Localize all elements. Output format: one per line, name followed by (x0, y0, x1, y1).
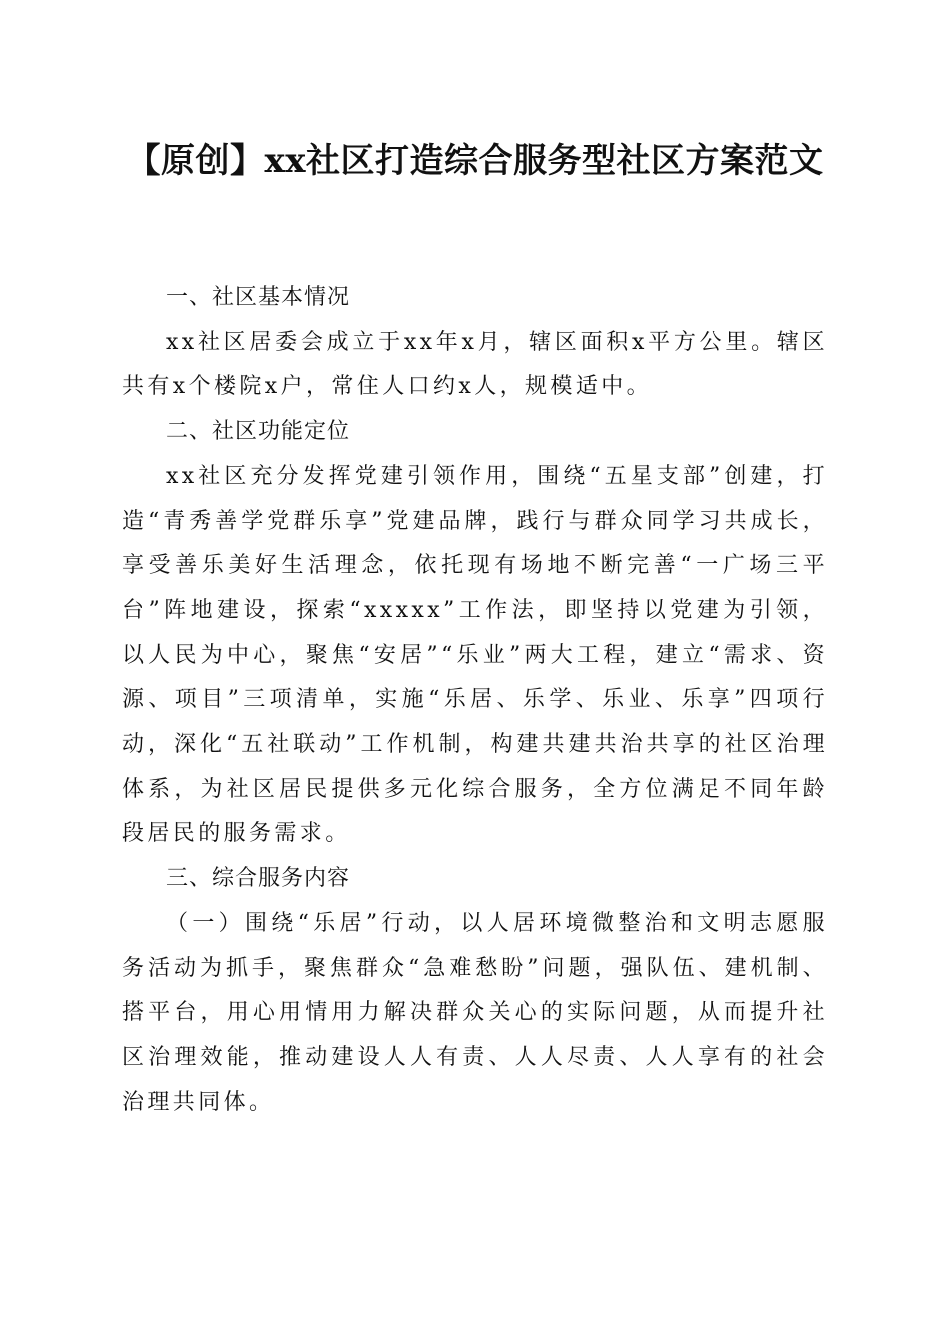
section-heading-2: 二、社区功能定位 (166, 419, 351, 445)
section-paragraph-3: （一）围绕“乐居”行动，以人居环境微整治和文明志愿服务活动为抓手，聚焦群众“急难愁盼”问题，强队伍、建机制、搭平台，用心用情用力解决群众关心的实际问题，从而提升社区治理效能，推动建设人人有责、人人尽责、人人享有的社会治理共同体。 (122, 910, 828, 1115)
section-heading-3: 三、综合服务内容 (166, 866, 351, 892)
section-paragraph-1: xx社区居委会成立于xx年x月，辖区面积x平方公里。辖区共有x个楼院x户，常住人口约x人，规模适中。 (122, 329, 828, 400)
document-title: 【原创】xx社区打造综合服务型社区方案范文 (126, 141, 824, 181)
document-body (122, 276, 828, 1125)
section-paragraph-2: xx社区充分发挥党建引领作用，围绕“五星支部”创建，打造“青秀善学党群乐享”党建品牌，践行与群众同学习共成长，享受善乐美好生活理念，依托现有场地不断完善“一广场三平台”阵地建设，探索“xxxxx”工作法，即坚持以党建为引领，以人民为中心，聚焦“安居”“乐业”两大工程，建立“需求、资源、项目”三项清单，实施“乐居、乐学、乐业、乐享”四项行动，深化“五社联动”工作机制，构建共建共治共享的社区治理体系，为社区居民提供多元化综合服务，全方位满足不同年龄段居民的服务需求。 (122, 463, 828, 847)
section-heading-1: 一、社区基本情况 (166, 285, 351, 310)
